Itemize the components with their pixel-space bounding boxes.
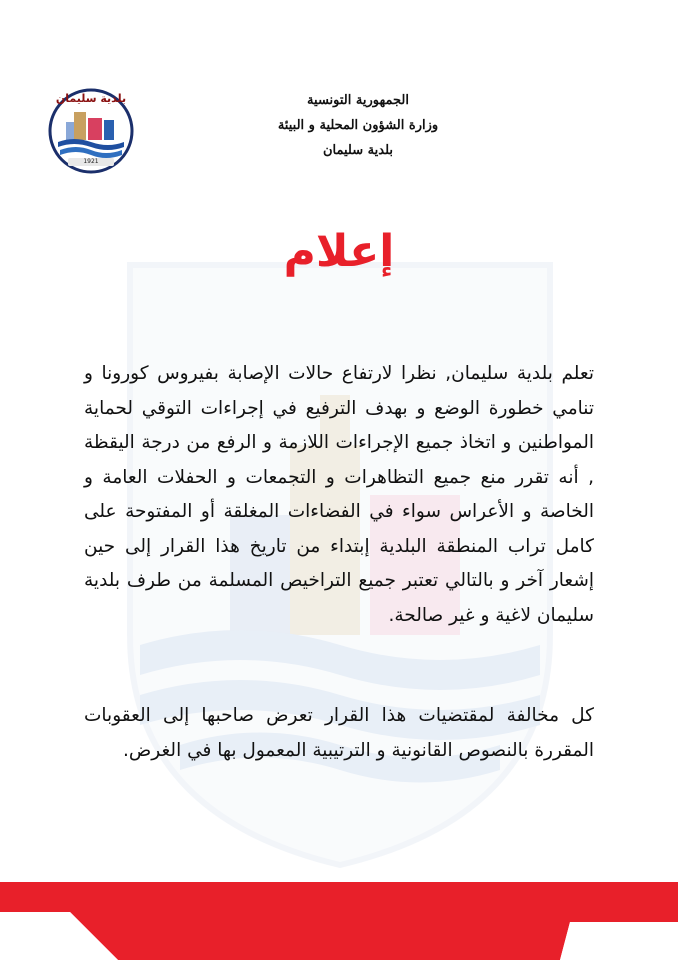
logo-year: 1921 [83,158,99,165]
municipality-name: بلدية سليمان [322,143,393,158]
logo-label: بلدية سليمان [55,92,127,105]
paragraph-penalty: كل مخالفة لمقتضيات هذا القرار تعرض صاحبها إلى العقوبات المقررة بالنصوص القانونية و الترتيبية المعمول بها في الغرض. [84,705,594,761]
country-name: الجمهورية التونسية [307,93,409,108]
letterhead [238,88,478,163]
footer-band [0,870,678,960]
announcement-body [84,357,594,768]
ministry-name: وزارة الشؤون المحلية و البيئة [277,118,439,133]
paragraph-main: تعلم بلدية سليمان, نظرا لارتفاع حالات الإصابة بفيروس كورونا و تنامي خطورة الوضع و بهدف الترفيع في إجراءات التوقي لحماية المواطنين و اتخاذ جميع الإجراءات اللازمة و الرفع من درجة اليقظة , أنه تقرر منع جميع التظاهرات و التجمعات و الحفلات العامة و الخاصة و الأعراس سواء في الفضاءات المغلقة أو المفتوحة على كامل تراب المنطقة البلدية إبتداء من تاريخ هذا القرار إلى حين إشعار آخر و بالتالي تعتبر جميع التراخيص المسلمة من طرف بلدية سليمان لاغية و غير صالحة. [84,363,594,626]
page-title: إعلام [283,226,395,277]
